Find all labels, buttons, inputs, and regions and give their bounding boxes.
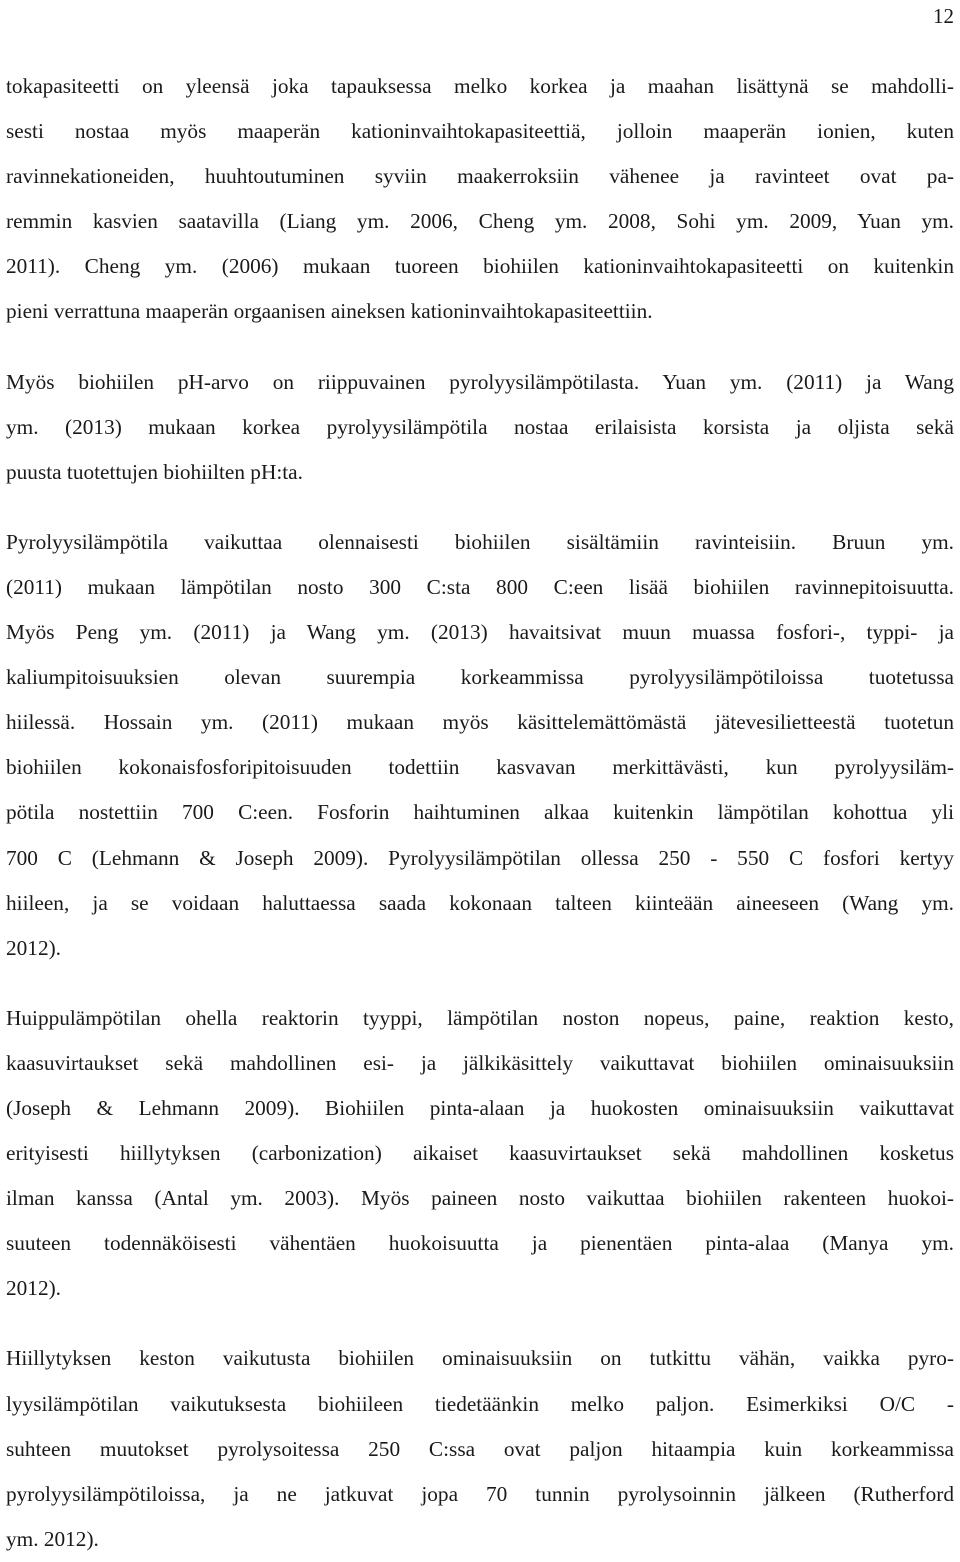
text-line: pieni verrattuna maaperän orgaanisen aineksen kationinvaihtokapasiteettiin. [6,299,653,324]
text-line: Myös Peng ym. (2011) ja Wang ym. (2013) havaitsivat muun muassa fosfori-, typpi- ja [6,620,954,645]
paragraph-reactor-conditions [6,996,954,1312]
text-line: remmin kasvien saatavilla (Liang ym. 2006, Cheng ym. 2008, Sohi ym. 2009, Yuan ym. [6,209,954,234]
text-line: Myös biohiilen pH-arvo on riippuvainen pyrolyysilämpötilasta. Yuan ym. (2011) ja Wang [6,369,954,394]
text-line: sesti nostaa myös maaperän kationinvaihtokapasiteettiä, jolloin maaperän ionien, kuten [6,119,954,144]
text-line: hiilessä. Hossain ym. (2011) mukaan myös käsittelemättömästä jätevesilietteestä tuotetun [6,710,954,735]
text-line: lyysilämpötilan vaikutuksesta biohiileen tiedetäänkin melko paljon. Esimerkiksi O/C - [6,1391,954,1416]
text-line: Huippulämpötilan ohella reaktorin tyyppi, lämpötilan noston nopeus, paine, reaktion kesto, [6,1005,954,1030]
paragraph-ph-value [6,360,954,495]
text-line: kaasuvirtaukset sekä mahdollinen esi- ja jälkikäsittely vaikuttavat biohiilen ominaisuuksiin [6,1050,954,1075]
paragraph-cation-exchange [6,64,954,335]
text-line: Pyrolyysilämpötila vaikuttaa olennaisesti biohiilen sisältämiin ravinteisiin. Bruun ym. [6,529,954,554]
text-line: ym. (2013) mukaan korkea pyrolyysilämpötila nostaa erilaisista korsista ja oljista sekä [6,414,954,439]
text-line: tokapasiteetti on yleensä joka tapauksessa melko korkea ja maahan lisättynä se mahdolli- [6,74,954,98]
text-line: ym. 2012). [6,1526,99,1551]
text-line: 2012). [6,935,62,960]
text-line: Hiillytyksen keston vaikutusta biohiilen ominaisuuksiin on tutkittu vähän, vaikka pyro- [6,1346,954,1371]
text-line: 700 C (Lehmann & Joseph 2009). Pyrolyysilämpötilan ollessa 250 - 550 C fosfori kertyy [6,845,954,870]
text-line: (2011) mukaan lämpötilan nosto 300 C:sta 800 C:een lisää biohiilen ravinnepitoisuutta. [6,574,954,599]
text-line: pyrolyysilämpötiloissa, ja ne jatkuvat jopa 70 tunnin pyrolysoinnin jälkeen (Rutherford [6,1481,954,1506]
paragraph-nutrients [6,520,954,971]
page-number: 12 [933,4,954,28]
text-line: ravinnekationeiden, huuhtoutuminen syviin maakerroksiin vähenee ja ravinteet ovat pa- [6,164,954,189]
text-line: kaliumpitoisuuksien olevan suurempia korkeammissa pyrolyysilämpötiloissa tuotetussa [6,665,954,690]
text-line: suuteen todennäköisesti vähentäen huokoisuutta ja pienentäen pinta-alaa (Manya ym. [6,1231,954,1256]
text-line: hiileen, ja se voidaan haluttaessa saada kokonaan talteen kiinteään aineeseen (Wang ym. [6,890,954,915]
text-line: (Joseph & Lehmann 2009). Biohiilen pinta-alaan ja huokosten ominaisuuksiin vaikuttavat [6,1095,954,1120]
document-body [6,64,954,1562]
text-line: puusta tuotettujen biohiilten pH:ta. [6,459,303,484]
text-line: biohiilen kokonaisfosforipitoisuuden todettiin kasvavan merkittävästi, kun pyrolyysiläm- [6,755,954,780]
paragraph-carbonization-duration [6,1336,954,1561]
text-line: suhteen muutokset pyrolysoitessa 250 C:ssa ovat paljon hitaampia kuin korkeammissa [6,1436,954,1461]
text-line: 2012). [6,1276,62,1301]
text-line: erityisesti hiillytyksen (carbonization) aikaiset kaasuvirtaukset sekä mahdollinen kosketus [6,1141,954,1166]
text-line: pötila nostettiin 700 C:een. Fosforin haihtuminen alkaa kuitenkin lämpötilan kohottua yli [6,800,954,825]
text-line: ilman kanssa (Antal ym. 2003). Myös paineen nosto vaikuttaa biohiilen rakenteen huokoi- [6,1186,954,1211]
text-line: 2011). Cheng ym. (2006) mukaan tuoreen biohiilen kationinvaihtokapasiteetti on kuitenkin [6,254,954,279]
